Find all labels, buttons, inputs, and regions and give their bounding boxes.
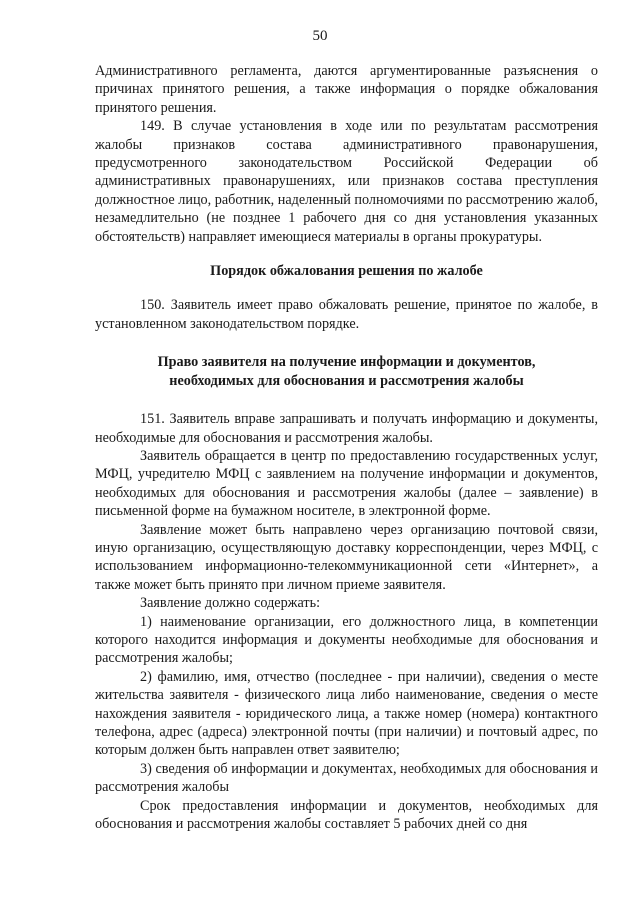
paragraph-151-contents: Заявление должно содержать: [140,595,321,612]
paragraph-149: 149. В случае установления в ходе или по результатам рассмотрения жалобы признаков состава административного правонарушения, предусмотренного законодательством Российской Федерации об административных правонарушениях, или признаков состава преступления должностное лицо, работник, наделенный полномочиями по рассмотрению жалоб, незамедлительно (не позднее 1 рабочего дня со дня установления указанных обстоятельств) направляет имеющиеся материалы в органы прокуратуры. [95,118,598,245]
list-item-1: 1) наименование организации, его должностного лица, в компетенции которого находится информация и документы необходимые для обоснования и рассмотрения жалобы; [95,613,598,667]
section-heading-rights-line2: необходимых для обоснования и рассмотрения жалобы [169,372,524,389]
page-number: 50 [312,28,328,44]
paragraph-150: 150. Заявитель имеет право обжаловать решение, принятое по жалобе, в установленном законодательством порядке. [95,297,598,332]
paragraph-151-submission: Заявление может быть направлено через организацию почтовой связи, иную организацию, осуществляющую доставку корреспонденции, через МФЦ, с использованием информационно-телекоммуникационной сети «Интернет», а также может быть принято при личном приеме заявителя. [95,521,598,593]
paragraph-continuation: Административного регламента, даются аргументированные разъяснения о причинах принятого решения, а также информация о порядке обжалования принятого решения. [95,63,598,116]
list-item-3: 3) сведения об информации и документах, необходимых для обоснования и рассмотрения жалобы [95,760,598,796]
paragraph-151-application: Заявитель обращается в центр по предоставлению государственных услуг, МФЦ, учредителю МФЦ с заявлением на получение информации и документов, необходимых для обоснования и рассмотрения жалобы (далее – заявление) в письменной форме на бумажном носителе, в электронной форме. [95,447,598,520]
section-heading-rights-line1: Право заявителя на получение информации и документов, [157,354,536,371]
page-body [95,62,598,833]
paragraph-151: 151. Заявитель вправе запрашивать и получать информацию и документы, необходимые для обоснования и рассмотрения жалобы. [95,411,598,446]
section-heading-appeal: Порядок обжалования решения по жалобе [210,263,483,280]
list-item-2: 2) фамилию, имя, отчество (последнее - при наличии), сведения о месте жительства заявителя - физического лица либо наименование, сведения о месте нахождения заявителя - юридического лица, а также номер (номера) контактного телефона, адрес (адреса) электронной почты (при наличии) и почтовый адрес, по которым должен быть направлен ответ заявителю; [95,668,598,759]
paragraph-deadline: Срок предоставления информации и документов, необходимых для обоснования и рассмотрения жалобы составляет 5 рабочих дней со дня [95,797,598,833]
